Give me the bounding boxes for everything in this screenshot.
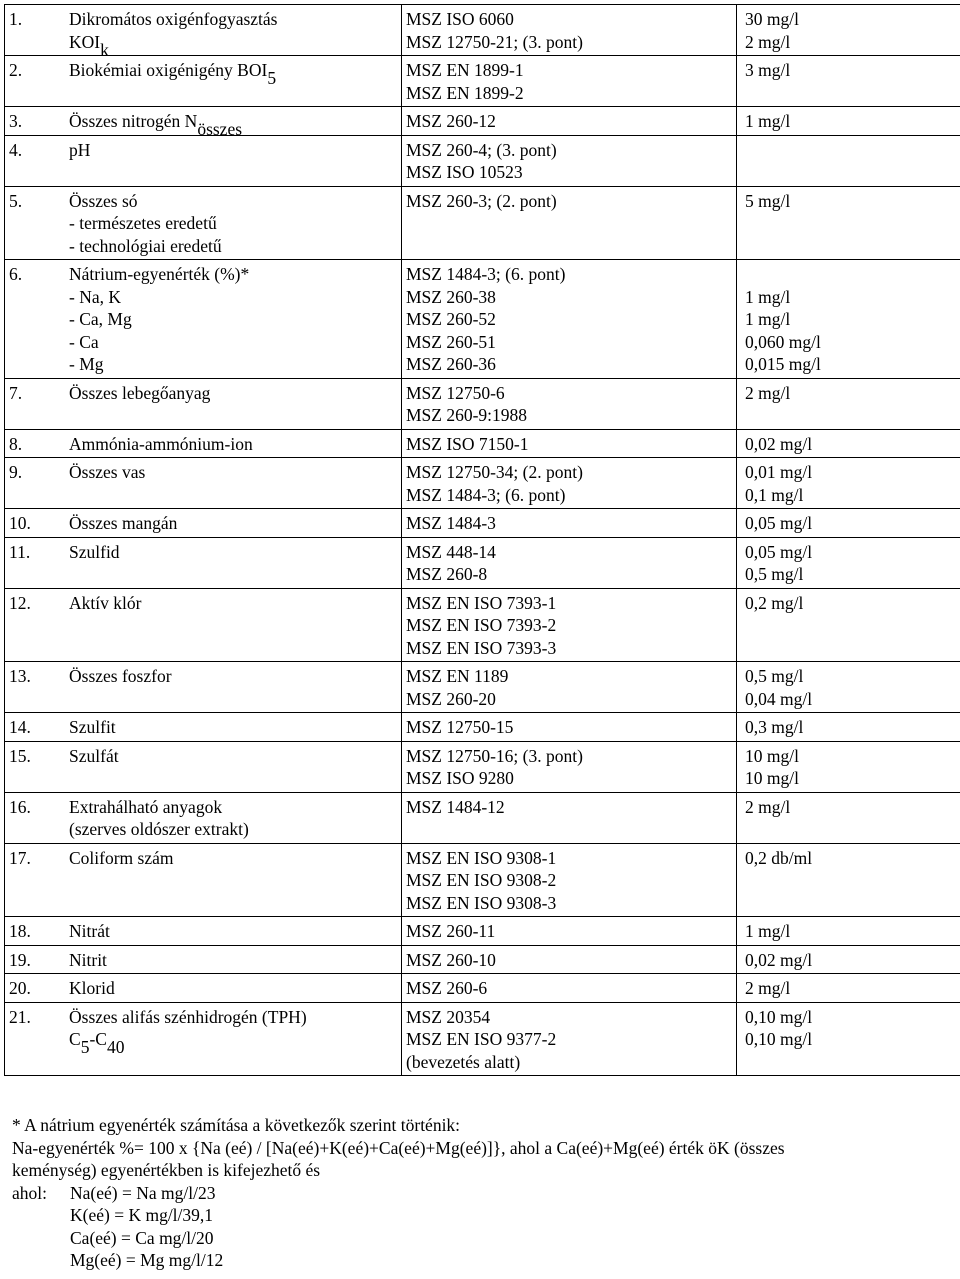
parameter-cell [5,588,402,662]
method-standard: MSZ 260-6 [406,978,488,998]
method-standard: MSZ 260-36 [406,354,496,374]
limit-value: 2 mg/l [745,796,791,817]
table-row [5,458,960,509]
formula-block [12,1182,952,1272]
method-standard: MSZ 12750-34; (2. pont) [406,462,583,482]
method-cell [402,107,737,136]
method-standard: MSZ 260-52 [406,309,496,329]
method-standard: MSZ 12750-16; (3. pont) [406,745,583,766]
row-number: 5. [9,190,23,211]
limit-cell [737,186,960,260]
method-standard: MSZ 12750-6 [406,382,505,403]
row-number: 15. [9,745,31,766]
limit-value: 1 mg/l [745,111,791,131]
row-number: 7. [9,382,23,403]
parameter-cell [5,1002,402,1076]
formula-line: Ca(eé) = Ca mg/l/20 [70,1227,214,1248]
parameter-name: Nitrát [69,921,110,941]
parameter-cell [5,537,402,588]
parameter-name: Szulfát [69,745,119,766]
table-row [5,974,960,1003]
table-row [5,537,960,588]
parameter-name: Összes alifás szénhidrogén (TPH) [69,1006,307,1027]
parameter-cell [5,5,402,60]
formula-line: Na(eé) = Na mg/l/23 [70,1182,216,1203]
parameter-name: pH [69,139,91,160]
formula-list [70,1182,223,1272]
method-standard: MSZ 260-4; (3. pont) [406,139,557,160]
footnote-line: * A nátrium egyenérték számítása a következők szerint történik: [12,1115,461,1135]
method-standard: MSZ 20354 [406,1006,491,1027]
limit-cell [737,429,960,458]
table-row [5,429,960,458]
table-row [5,917,960,946]
parameter-cell [5,429,402,458]
parameter-cell [5,945,402,974]
table-row [5,107,960,136]
row-number: 18. [9,921,31,941]
table-row [5,945,960,974]
limit-value: 1 mg/l [745,309,791,329]
method-standard: MSZ EN 1899-2 [406,82,524,103]
method-standard: MSZ ISO 9280 [406,768,514,788]
limit-value: 0,02 mg/l [745,433,813,454]
limit-value: 1 mg/l [745,921,791,941]
method-cell [402,458,737,509]
row-number: 21. [9,1006,31,1027]
limit-value: 0,060 mg/l [745,331,821,352]
method-standard: MSZ 12750-21; (3. pont) [406,31,583,52]
parameter-name: Összes só [69,190,138,211]
table-row [5,135,960,186]
row-number: 4. [9,139,23,160]
parameter-cell [5,458,402,509]
table-row [5,509,960,538]
parameter-name: Extrahálható anyagok [69,796,223,817]
footnote-line: Na-egyenérték %= 100 x {Na (eé) / [Na(eé)+K(eé)+Ca(eé)+Mg(eé)]}, ahol a Ca(eé)+Mg(eé) érték öK (összes [12,1137,785,1158]
limit-cell [737,378,960,429]
limit-value: 3 mg/l [745,60,791,80]
formula-line: Mg(eé) = Mg mg/l/12 [70,1250,224,1270]
limit-cell [737,458,960,509]
method-standard: MSZ 448-14 [406,541,496,562]
method-cell [402,588,737,662]
name-subscript: k [100,39,109,60]
parameter-name: Coliform szám [69,847,174,868]
limit-cell [737,662,960,713]
limit-cell [737,741,960,792]
parameter-name: Klorid [69,978,115,998]
parameter-cell [5,974,402,1003]
parameter-name: Összes vas [69,462,146,482]
method-cell [402,56,737,107]
limit-value: 1 mg/l [745,286,791,307]
row-number: 3. [9,111,23,131]
limit-cell [737,1002,960,1076]
limit-value: 0,2 mg/l [745,592,804,613]
limit-cell [737,135,960,186]
limit-value: 0,05 mg/l [745,513,813,533]
limit-cell [737,537,960,588]
parameter-name: Összes lebegőanyag [69,382,211,403]
parameter-name: Szulfit [69,717,116,737]
table-row [5,5,960,56]
method-standard: MSZ EN ISO 7393-2 [406,615,557,635]
method-cell [402,713,737,742]
limit-value: 0,10 mg/l [745,1006,813,1027]
parameter-name: Biokémiai oxigénigény $BOI_5$ [69,60,277,88]
limit-cell [737,56,960,107]
table-row [5,1002,960,1076]
parameter-cell [5,843,402,917]
limit-cell [737,945,960,974]
method-standard: MSZ EN ISO 9308-1 [406,847,557,868]
parameter-name: Dikromátos oxigénfogyasztás [69,9,278,29]
limit-cell [737,260,960,379]
parameter-cell [5,713,402,742]
limit-value: 2 mg/l [745,382,791,403]
method-standard: MSZ EN ISO 9377-2 [406,1029,557,1049]
row-number: 6. [9,264,23,284]
limit-value: 0,05 mg/l [745,541,813,562]
limit-value: 0,10 mg/l [745,1029,813,1049]
method-cell [402,792,737,843]
method-standard: MSZ 12750-15 [406,717,514,737]
row-number: 10. [9,513,31,533]
method-standard: MSZ 260-3; (2. pont) [406,190,557,211]
method-cell [402,1002,737,1076]
limit-value: 0,04 mg/l [745,688,813,709]
parameter-name: Szulfid [69,541,120,562]
footnote-line: keménység) egyenértékben is kifejezhető és [12,1160,321,1180]
method-standard: MSZ EN ISO 9308-2 [406,870,557,890]
method-cell [402,429,737,458]
table-row [5,378,960,429]
row-number: 16. [9,796,31,817]
limit-cell [737,843,960,917]
limit-value: 0,3 mg/l [745,717,804,737]
parameter-cell [5,792,402,843]
method-standard: MSZ 1484-3 [406,513,496,533]
row-number: 11. [9,541,31,562]
parameter-name: Aktív klór [69,592,142,613]
limit-value: 0,5 mg/l [745,666,804,686]
limit-cell [737,107,960,136]
parameter-name: Összes nitrogén $N_{összes}$ [69,111,243,139]
table-body [5,5,960,1076]
method-standard: MSZ EN ISO 7393-1 [406,592,557,613]
method-standard: MSZ 260-8 [406,564,488,584]
method-standard: MSZ ISO 7150-1 [406,433,529,454]
parameter-table [4,4,960,1076]
method-cell [402,260,737,379]
row-number: 1. [9,9,23,29]
parameter-name: - Ca, Mg [69,309,132,329]
footnote [12,1114,952,1272]
method-standard: MSZ 260-11 [406,921,496,941]
method-standard: MSZ 260-51 [406,331,496,352]
limit-value: 10 mg/l [745,745,799,766]
method-standard: MSZ EN 1899-1 [406,60,524,80]
parameter-name: Összes foszfor [69,666,172,686]
method-cell [402,135,737,186]
limit-cell [737,509,960,538]
method-standard: MSZ 1484-12 [406,796,505,817]
method-cell [402,509,737,538]
name-subscript: összes [197,119,243,139]
limit-value: 30 mg/l [745,9,799,29]
parameter-formula: $C_5-C_{40}$ [69,1029,125,1057]
method-cell [402,741,737,792]
row-number: 13. [9,666,31,686]
parameter-name: Ammónia-ammónium-ion [69,433,253,454]
method-standard: MSZ 260-20 [406,688,496,709]
parameter-name: - Na, K [69,286,121,307]
table-row [5,56,960,107]
limit-value: 5 mg/l [745,190,791,211]
parameter-cell [5,135,402,186]
limit-value: 0,01 mg/l [745,462,813,482]
row-number: 20. [9,978,31,998]
method-standard: MSZ 260-12 [406,111,496,131]
ahol-label: ahol: [12,1182,47,1203]
parameter-name: Nitrit [69,949,107,970]
limit-value: 0,2 db/ml [745,847,813,868]
table-row [5,741,960,792]
parameter-cell [5,917,402,946]
limit-value: 2 mg/l [745,31,791,52]
limit-value [741,263,960,286]
method-standard: MSZ 260-38 [406,286,496,307]
row-number: 17. [9,847,31,868]
method-cell [402,378,737,429]
parameter-name: $KOI_k$ [69,31,109,60]
method-standard: MSZ EN 1189 [406,666,509,686]
limit-value: 0,015 mg/l [745,354,821,374]
method-standard: MSZ 1484-3; (6. pont) [406,484,566,505]
limit-value: 0,02 mg/l [745,949,813,970]
table-row [5,713,960,742]
row-number: 2. [9,60,23,80]
row-number: 14. [9,717,31,737]
parameter-name: - Mg [69,354,104,374]
method-cell [402,662,737,713]
method-standard: MSZ ISO 6060 [406,9,514,29]
method-standard: MSZ ISO 10523 [406,162,523,182]
method-standard: MSZ 1484-3; (6. pont) [406,264,566,284]
limit-cell [737,713,960,742]
method-standard: (bevezetés alatt) [406,1051,521,1072]
row-number: 19. [9,949,31,970]
method-standard: MSZ 260-9:1988 [406,405,528,425]
parameter-name: - természetes eredetű [69,213,217,233]
method-standard: MSZ EN ISO 9308-3 [406,892,557,913]
method-cell [402,843,737,917]
limit-cell [737,917,960,946]
row-number: 9. [9,462,23,482]
table-row [5,662,960,713]
method-cell [402,917,737,946]
method-cell [402,537,737,588]
parameter-name: - Ca [69,331,99,352]
name-subscript: 5 [267,68,277,88]
limit-value: 10 mg/l [745,768,799,788]
row-number: 8. [9,433,23,454]
method-cell [402,5,737,56]
table-row [5,843,960,917]
parameter-name: Nátrium-egyenérték (%)* [69,264,250,284]
method-standard: MSZ 260-10 [406,949,496,970]
row-number: 12. [9,592,31,613]
parameter-cell [5,509,402,538]
limit-value: 0,5 mg/l [745,564,804,584]
method-cell [402,186,737,260]
limit-cell [737,974,960,1003]
parameter-name: - technológiai eredetű [69,235,222,256]
limit-value: 2 mg/l [745,978,791,998]
parameter-cell [5,741,402,792]
formula-line: K(eé) = K mg/l/39,1 [70,1205,214,1225]
parameter-name: Összes mangán [69,513,178,533]
limit-value: 0,1 mg/l [745,484,804,505]
limit-cell [737,792,960,843]
method-standard: MSZ EN ISO 7393-3 [406,637,557,658]
parameter-name: (szerves oldószer extrakt) [69,819,249,839]
table-row [5,792,960,843]
limit-cell [737,588,960,662]
parameter-cell [5,378,402,429]
parameter-cell [5,186,402,260]
parameter-cell [5,56,402,107]
parameter-cell [5,260,402,379]
method-cell [402,945,737,974]
limit-cell [737,5,960,56]
method-cell [402,974,737,1003]
table-row [5,186,960,260]
table-row [5,260,960,379]
table-row [5,588,960,662]
parameter-cell [5,662,402,713]
parameter-cell [5,107,402,139]
